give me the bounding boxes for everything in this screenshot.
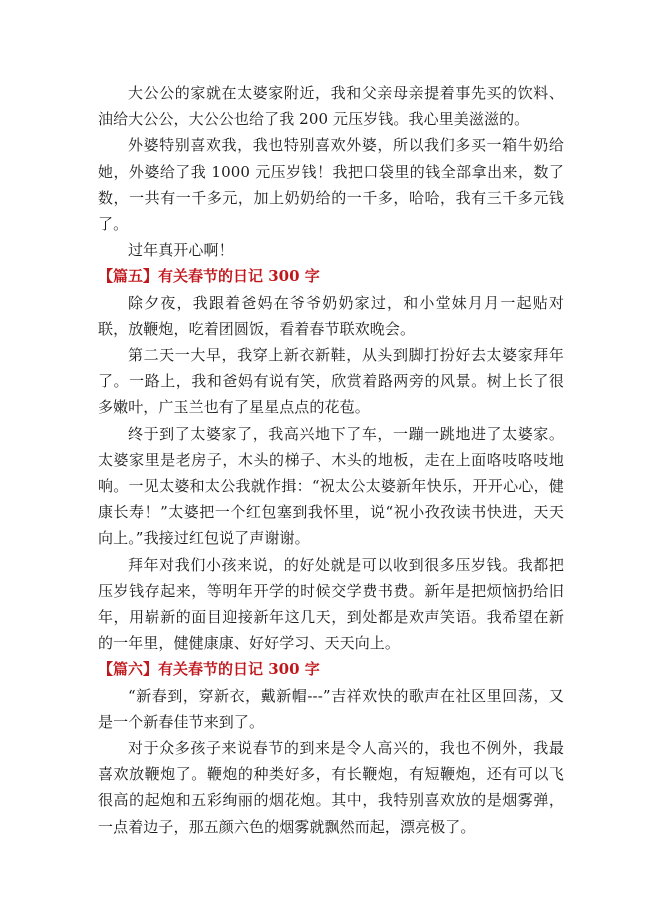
paragraph: 终于到了太婆家了，我高兴地下了车，一蹦一跳地进了太婆家。太婆家里是老房子，木头的梯子、木头的地板，走在上面咯吱咯吱地响。一见太婆和太公我就作揖：“祝太公太婆新年快乐，开开心心，健康长寿！”太婆把一个红包塞到我怀里，说“祝小孜孜读书快进，天天向上。”我接过红包说了声谢谢。 [98,424,564,548]
paragraph: 外婆特别喜欢我，我也特别喜欢外婆，所以我们多买一箱牛奶给她，外婆给了我 1000 元压岁钱！我把口袋里的钱全部拿出来，数了数，一共有一千多元，加上奶奶给的一千多，哈哈，我有三千多元钱了。 [98,136,564,234]
paragraph: 过年真开心啊！ [128,241,234,260]
section-heading-5: 【篇五】有关春节的日记 300 字 [98,267,320,286]
paragraph: 除夕夜，我跟着爸妈在爷爷奶奶家过，和小堂妹月月一起贴对联，放鞭炮，吃着团圆饭，看着春节联欢晚会。 [98,293,564,338]
paragraph: 对于众多孩子来说春节的到来是令人高兴的，我也不例外，我最喜欢放鞭炮了。鞭炮的种类好多，有长鞭炮，有短鞭炮，还有可以飞很高的起炮和五彩绚丽的烟花炮。其中，我特别喜欢放的是烟雾弹，一点着边子，那五颜六色的烟雾就飘然而起，漂亮极了。 [98,739,564,836]
section-heading-6: 【篇六】有关春节的日记 300 字 [98,660,320,679]
paragraph: “新春到，穿新衣，戴新帽---”吉祥欢快的歌声在社区里回荡，又是一个新春佳节来到了。 [98,686,564,731]
paragraph: 第二天一大早，我穿上新衣新鞋，从头到脚打扮好去太婆家拜年了。一路上，我和爸妈有说有笑，欣赏着路两旁的风景。树上长了很多嫩叶，广玉兰也有了星星点点的花苞。 [98,346,564,417]
document-body [98,80,564,840]
paragraph: 拜年对我们小孩来说，的好处就是可以收到很多压岁钱。我都把压岁钱存起来，等明年开学的时候交学费书费。新年是把烦恼扔给旧年，用崭新的面目迎接新年这几天，到处都是欢声笑语。我希望在新的一年里，健健康康、好好学习、天天向上。 [98,555,564,653]
paragraph: 大公公的家就在太婆家附近，我和父亲母亲提着事先买的饮料、油给大公公，大公公也给了我 200 元压岁钱。我心里美滋滋的。 [98,84,564,129]
